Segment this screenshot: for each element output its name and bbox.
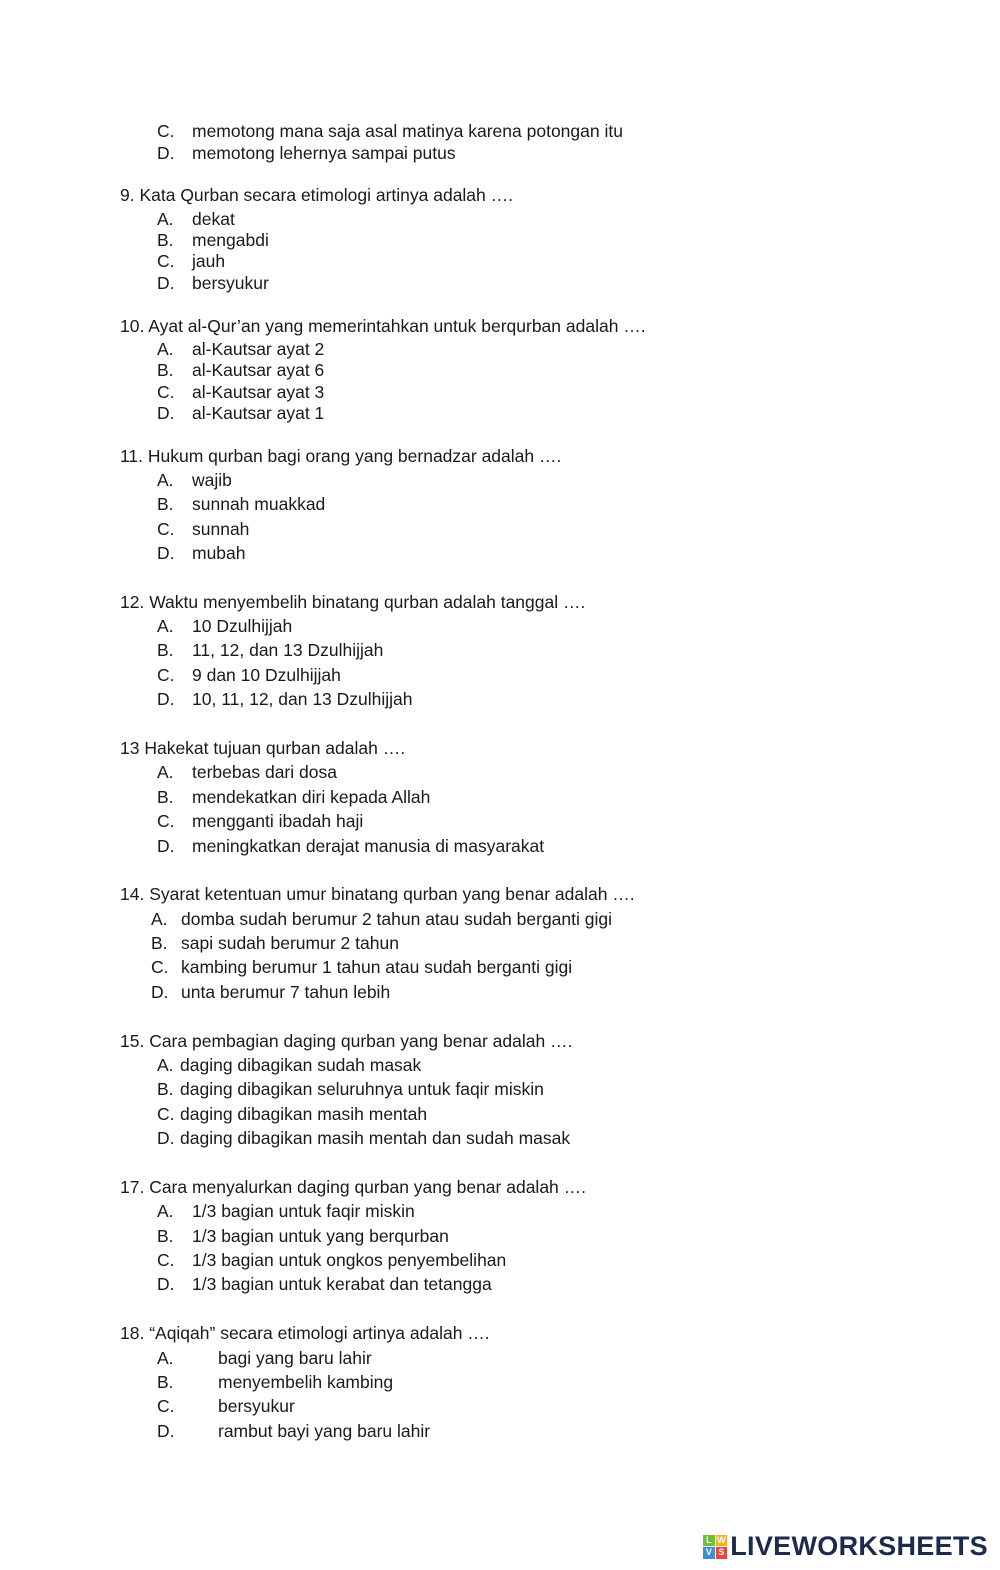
option-text: mendekatkan diri kepada Allah — [192, 787, 431, 807]
q8-option-d — [157, 143, 456, 163]
option-text: mengabdi — [192, 230, 269, 250]
question-9: 9. Kata Qurban secara etimologi artinya adalah …. — [120, 185, 513, 205]
option-letter: D. — [157, 836, 175, 856]
q17-option-a — [157, 1201, 415, 1221]
option-letter: A. — [157, 1201, 174, 1221]
option-text: bersyukur — [218, 1396, 295, 1416]
option-letter: C. — [157, 519, 175, 539]
option-letter: C. — [157, 382, 175, 402]
option-text: bersyukur — [192, 273, 269, 293]
option-letter: A. — [157, 762, 174, 782]
option-letter: B. — [157, 360, 174, 380]
question-15: 15. Cara pembagian daging qurban yang benar adalah …. — [120, 1031, 573, 1051]
option-letter: D. — [157, 403, 175, 423]
option-letter: B. — [157, 494, 174, 514]
q18-option-a — [157, 1348, 372, 1368]
q9-option-c — [157, 251, 225, 271]
option-text: 11, 12, dan 13 Dzulhijjah — [192, 640, 384, 660]
option-letter: D. — [157, 543, 175, 563]
q9-option-a — [157, 209, 235, 229]
option-text: 10, 11, 12, dan 13 Dzulhijjah — [192, 689, 413, 709]
option-letter: D. — [151, 982, 169, 1002]
question-12: 12. Waktu menyembelih binatang qurban adalah tanggal …. — [120, 592, 586, 612]
option-text: memotong lehernya sampai putus — [192, 143, 456, 163]
q15-option-c — [157, 1104, 427, 1124]
option-text: al-Kautsar ayat 1 — [192, 403, 325, 423]
option-letter: B. — [157, 787, 174, 807]
option-letter: B. — [157, 640, 174, 660]
option-text: memotong mana saja asal matinya karena potongan itu — [192, 121, 623, 141]
q18-option-d — [157, 1421, 430, 1441]
option-text: al-Kautsar ayat 2 — [192, 339, 325, 359]
option-text: al-Kautsar ayat 3 — [192, 382, 325, 402]
option-text: al-Kautsar ayat 6 — [192, 360, 325, 380]
q12-option-c — [157, 665, 341, 685]
q15-option-d — [157, 1128, 570, 1148]
q17-option-d — [157, 1274, 492, 1294]
q13-option-c — [157, 811, 363, 831]
logo-tile-icon: L — [703, 1535, 715, 1547]
q11-option-a — [157, 470, 232, 490]
q15-option-b — [157, 1079, 544, 1099]
option-letter: D. — [157, 1274, 175, 1294]
option-letter: D. — [157, 1421, 175, 1441]
option-text: mengganti ibadah haji — [192, 811, 364, 831]
question-13: 13 Hakekat tujuan qurban adalah …. — [120, 738, 406, 758]
q11-option-b — [157, 494, 325, 514]
option-text: 10 Dzulhijjah — [192, 616, 293, 636]
option-letter: A. — [157, 1055, 174, 1075]
q18-option-c — [157, 1396, 295, 1416]
option-text: mubah — [192, 543, 246, 563]
logo-tile-icon: S — [716, 1547, 728, 1559]
q12-option-d — [157, 689, 413, 709]
option-text: sunnah muakkad — [192, 494, 326, 514]
logo-tile-icon: W — [717, 1534, 726, 1545]
option-letter: C. — [157, 1250, 175, 1270]
option-letter: B. — [157, 230, 174, 250]
option-text: kambing berumur 1 tahun atau sudah berganti gigi — [181, 957, 573, 977]
question-14: 14. Syarat ketentuan umur binatang qurban yang benar adalah …. — [120, 884, 635, 904]
q13-option-a — [157, 762, 337, 782]
option-text: daging dibagikan masih mentah dan sudah masak — [180, 1128, 571, 1148]
liveworksheets-logo[interactable] — [703, 1531, 988, 1562]
option-text: daging dibagikan sudah masak — [180, 1055, 422, 1075]
q11-option-c — [157, 519, 249, 539]
logo-tile-icon: V — [703, 1547, 715, 1559]
q13-option-d — [157, 836, 544, 856]
option-text: 1/3 bagian untuk yang berqurban — [192, 1226, 449, 1246]
option-text: jauh — [192, 251, 226, 271]
option-text: daging dibagikan seluruhnya untuk faqir miskin — [180, 1079, 544, 1099]
q10-option-b — [157, 360, 324, 380]
option-letter: C. — [157, 121, 175, 141]
q14-option-a — [151, 909, 612, 929]
option-text: daging dibagikan masih mentah — [180, 1104, 428, 1124]
option-text: menyembelih kambing — [218, 1372, 394, 1392]
option-letter: C. — [151, 957, 169, 977]
option-text: rambut bayi yang baru lahir — [218, 1421, 431, 1441]
option-text: sapi sudah berumur 2 tahun — [181, 933, 399, 953]
q9-option-b — [157, 230, 269, 250]
q12-option-a — [157, 616, 292, 636]
option-letter: C. — [157, 251, 175, 271]
option-text: 9 dan 10 Dzulhijjah — [192, 665, 341, 685]
option-letter: A. — [157, 209, 174, 229]
option-letter: B. — [157, 1372, 174, 1392]
q12-option-b — [157, 640, 383, 660]
option-text: domba sudah berumur 2 tahun atau sudah berganti gigi — [181, 909, 612, 929]
question-10: 10. Ayat al-Qur’an yang memerintahkan untuk berqurban adalah …. — [120, 316, 646, 336]
option-letter: B. — [157, 1226, 174, 1246]
option-text: unta berumur 7 tahun lebih — [181, 982, 391, 1002]
q10-option-d — [157, 403, 324, 423]
q13-option-b — [157, 787, 430, 807]
option-letter: A. — [157, 339, 174, 359]
option-letter: A. — [157, 616, 174, 636]
option-letter: C. — [157, 811, 175, 831]
q10-option-a — [157, 339, 324, 359]
question-17: 17. Cara menyalurkan daging qurban yang benar adalah …. — [120, 1177, 587, 1197]
option-text: meningkatkan derajat manusia di masyarakat — [192, 836, 545, 856]
option-text: dekat — [192, 209, 235, 229]
q18-option-b — [157, 1372, 393, 1392]
q14-option-b — [151, 933, 399, 953]
option-text: sunnah — [192, 519, 250, 539]
q15-option-a — [157, 1055, 421, 1075]
option-letter: D. — [157, 273, 175, 293]
option-text: 1/3 bagian untuk ongkos penyembelihan — [192, 1250, 507, 1270]
option-letter: D. — [157, 689, 175, 709]
option-letter: A. — [151, 909, 168, 929]
q17-option-b — [157, 1226, 449, 1246]
option-letter: B. — [151, 933, 168, 953]
question-11: 11. Hukum qurban bagi orang yang bernadzar adalah …. — [120, 446, 562, 466]
option-text: 1/3 bagian untuk faqir miskin — [192, 1201, 415, 1221]
option-text: 1/3 bagian untuk kerabat dan tetangga — [192, 1274, 492, 1294]
option-letter: C. — [157, 665, 175, 685]
q11-option-d — [157, 543, 246, 563]
q14-option-d — [151, 982, 390, 1002]
q8-option-c — [157, 121, 623, 141]
q10-option-c — [157, 382, 324, 402]
liveworksheets-logo-icon — [703, 1535, 727, 1559]
q9-option-d — [157, 273, 269, 293]
option-letter: D. — [157, 143, 175, 163]
option-text: terbebas dari dosa — [192, 762, 337, 782]
option-text: bagi yang baru lahir — [218, 1348, 372, 1368]
option-letter: A. — [157, 1348, 174, 1368]
brand-name: LIVEWORKSHEETS — [730, 1531, 988, 1561]
option-letter: A. — [157, 470, 174, 490]
q17-option-c — [157, 1250, 506, 1270]
option-letter: C. — [157, 1396, 175, 1416]
option-letter: B. — [157, 1079, 174, 1099]
q14-option-c — [151, 957, 572, 977]
option-letter: D. — [157, 1128, 175, 1148]
option-letter: C. — [157, 1104, 175, 1124]
question-18: 18. “Aqiqah” secara etimologi artinya adalah …. — [120, 1323, 490, 1343]
option-text: wajib — [192, 470, 232, 490]
